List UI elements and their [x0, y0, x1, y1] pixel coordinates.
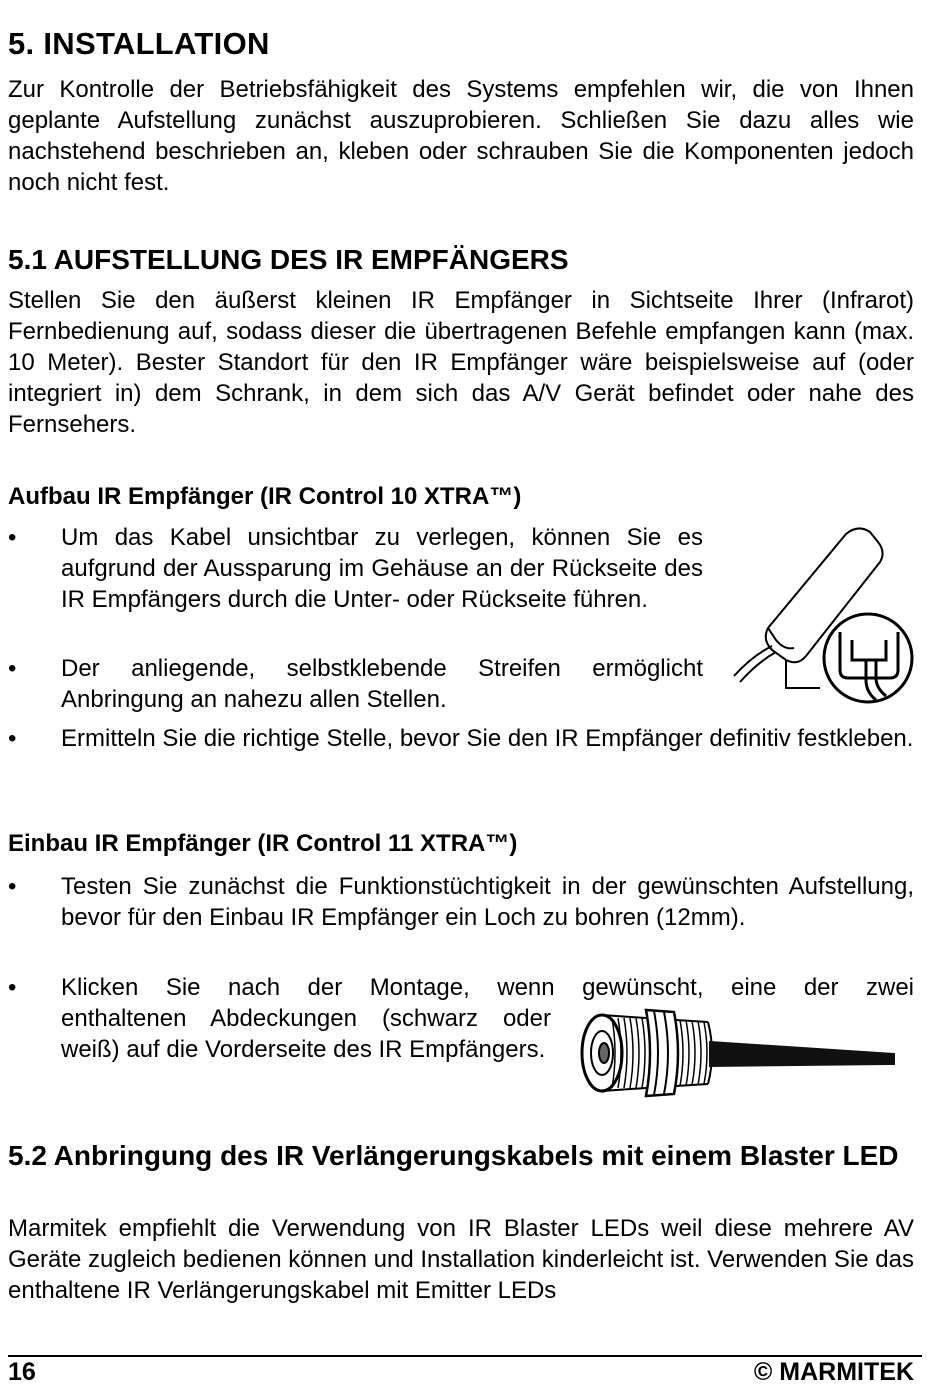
einbau-bullet-2-text-rest: enthaltenen Abdeckungen (schwarz oder weiß) auf die Vorderseite des IR Empfängers.: [61, 1005, 551, 1063]
einbau-bullet-1-text: Testen Sie zunächst die Funktionstüchtigkeit in der gewünschten Aufstellung, bevor für den Einbau IR Empfänger ein Loch zu bohren (12mm).: [61, 873, 914, 931]
bullet-marker: •: [8, 873, 17, 900]
bullet-marker: •: [8, 655, 17, 682]
page-number: 16: [8, 1358, 36, 1386]
bullet-marker: •: [8, 974, 17, 1001]
ir-receiver-flush-mount-illustration: [576, 1006, 906, 1102]
section-5-1-heading: 5.1 AUFSTELLUNG DES IR EMPFÄNGERS: [8, 244, 569, 275]
section-5-2-text: Marmitek empfiehlt die Verwendung von IR Blaster LEDs weil diese mehrere AV Geräte zugleich bedienen können und Installation kinderleicht ist. Verwenden Sie das enthaltene IR Verlängerungskabel mit Emitter LEDs: [8, 1215, 914, 1304]
section-5-1-text: Stellen Sie den äußerst kleinen IR Empfänger in Sichtseite Ihrer (Infrarot) Fernbedienung auf, sodass dieser die übertragenen Befehle empfangen kann (max. 10 Meter). Bester Standort für den IR Empfänger wäre beispielsweise auf (oder integriert in) dem Schrank, in dem sich das A/V Gerät befindet oder nahe des Fernsehers.: [8, 287, 914, 438]
bullet-marker: •: [8, 725, 17, 752]
bullet-marker: •: [8, 524, 17, 551]
footer-rule: [8, 1355, 922, 1357]
section-5-2-heading: 5.2 Anbringung des IR Verlängerungskabels mit einem Blaster LED: [8, 1140, 899, 1171]
footer-brand: © MARMITEK: [753, 1358, 914, 1386]
ir-receiver-surface-illustration: [728, 520, 928, 720]
section-5-intro: Zur Kontrolle der Betriebsfähigkeit des Systems empfehlen wir, die von Ihnen geplante Aufstellung zunächst auszuprobieren. Schließen Sie dazu alles wie nachstehend beschrieben an, kleben oder schrauben Sie die Komponenten jedoch noch nicht fest.: [8, 76, 914, 196]
aufbau-bullet-2-text: Der anliegende, selbstklebende Streifen ermöglicht Anbringung an nahezu allen Stellen.: [61, 655, 703, 713]
aufbau-bullet-3-text: Ermitteln Sie die richtige Stelle, bevor Sie den IR Empfänger definitiv festkleben.: [61, 725, 914, 752]
aufbau-bullet-1-text: Um das Kabel unsichtbar zu verlegen, können Sie es aufgrund der Aussparung im Gehäuse an der Rückseite des IR Empfängers durch die Unter- oder Rückseite führen.: [61, 524, 703, 613]
aufbau-heading: Aufbau IR Empfänger (IR Control 10 XTRA™): [8, 483, 522, 510]
einbau-heading: Einbau IR Empfänger (IR Control 11 XTRA™): [8, 830, 518, 857]
section-5-heading: 5. INSTALLATION: [8, 26, 270, 61]
einbau-bullet-2-text-line1: Klicken Sie nach der Montage, wenn gewünscht, eine der zwei: [61, 974, 914, 1001]
